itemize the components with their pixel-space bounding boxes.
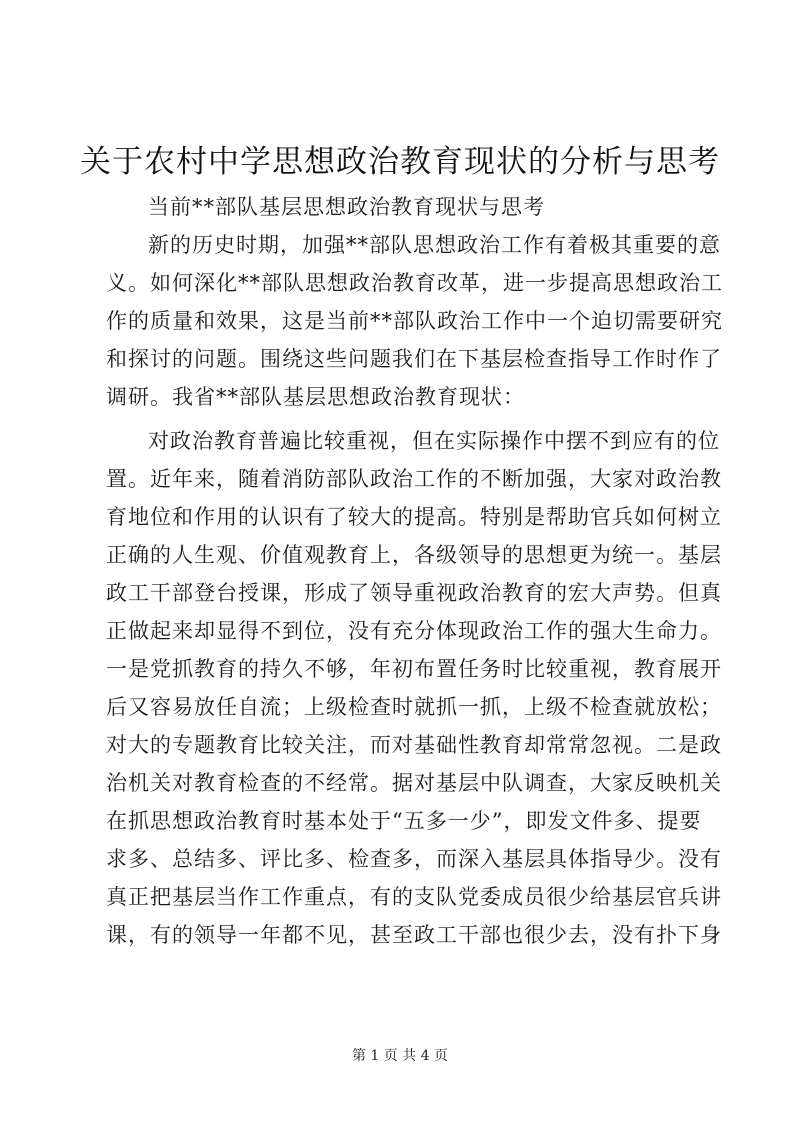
paragraph-line: 义。如何深化**部队思想政治教育改革，进一步提高思想政治工: [106, 271, 723, 295]
paragraph-line: 治机关对教育检查的不经常。据对基层中队调查，大家反映机关: [106, 771, 722, 795]
paragraph-line: 对大的专题教育比较关注，而对基础性教育却常常忽视。二是政: [106, 733, 722, 757]
paragraph-line: 一是党抓教育的持久不够，年初布置任务时比较重视，教育展开: [106, 657, 722, 681]
paragraph-line: 置。近年来，随着消防部队政治工作的不断加强，大家对政治教: [106, 467, 722, 491]
paragraph-line: 对政治教育普遍比较重视，但在实际操作中摆不到应有的位: [148, 429, 720, 453]
paragraph-line: 和探讨的问题。围绕这些问题我们在下基层检查指导工作时作了: [106, 347, 722, 371]
paragraph-line: 求多、总结多、评比多、检查多，而深入基层具体指导少。没有: [106, 847, 722, 871]
paragraph-line: 政工干部登台授课，形成了领导重视政治教育的宏大声势。但真: [106, 581, 722, 605]
paragraph-line: 后又容易放任自流；上级检查时就抓一抓，上级不检查就放松；: [106, 695, 722, 719]
paragraph-line: 育地位和作用的认识有了较大的提高。特别是帮助官兵如何树立: [106, 505, 722, 529]
paragraph-line: 调研。我省**部队基层思想政治教育现状：: [106, 385, 525, 409]
paragraph-line: 在抓思想政治教育时基本处于“五多一少”，即发文件多、提要: [106, 809, 702, 833]
subtitle: 当前**部队基层思想政治教育现状与思考: [148, 195, 545, 219]
paragraph-line: 正确的人生观、价值观教育上，各级领导的思想更为统一。基层: [106, 543, 722, 567]
paragraph-line: 真正把基层当作工作重点，有的支队党委成员很少给基层官兵讲: [106, 885, 722, 909]
page-title: 关于农村中学思想政治教育现状的分析与思考: [80, 144, 720, 180]
paragraph-line: 作的质量和效果，这是当前**部队政治工作中一个迫切需要研究: [106, 309, 723, 333]
paragraph-line: 课，有的领导一年都不见，甚至政工干部也很少去，没有扑下身: [106, 923, 722, 947]
paragraph-line: 新的历史时期，加强**部队思想政治工作有着极其重要的意: [148, 233, 721, 257]
page-number-footer: 第 1 页 共 4 页: [351, 1048, 449, 1064]
paragraph-line: 正做起来却显得不到位，没有充分体现政治工作的强大生命力。: [106, 619, 722, 643]
